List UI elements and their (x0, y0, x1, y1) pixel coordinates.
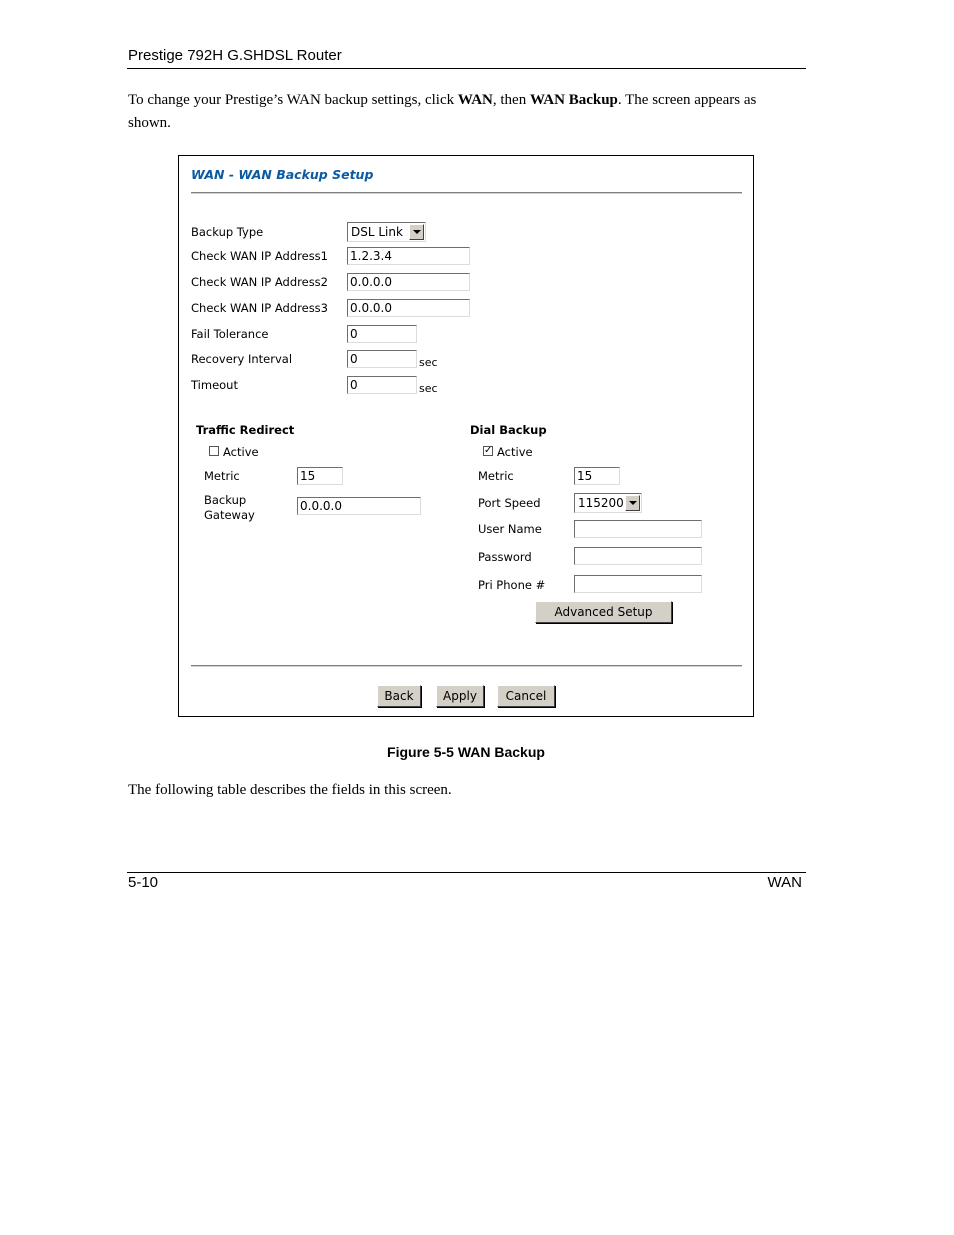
intro-text-2: , then (492, 92, 530, 108)
password-input[interactable] (574, 547, 702, 565)
port-speed-select[interactable] (574, 493, 642, 513)
check-ip1-label: Check WAN IP Address1 (191, 249, 328, 263)
timeout-label: Timeout (191, 378, 238, 392)
port-speed-value: 115200 (578, 496, 624, 510)
user-name-input[interactable] (574, 520, 702, 538)
user-name-label: User Name (478, 522, 542, 536)
dial-backup-metric-label: Metric (478, 469, 514, 483)
title-divider (191, 192, 742, 194)
traffic-redirect-metric-label: Metric (204, 469, 240, 483)
fail-tolerance-label: Fail Tolerance (191, 327, 269, 341)
wan-backup-setup-screen (178, 155, 754, 717)
back-button[interactable]: Back (377, 685, 421, 707)
backup-gateway-input[interactable]: 0.0.0.0 (297, 497, 421, 515)
page-number: 5-10 (128, 874, 159, 891)
check-icon: ✓ (484, 445, 493, 456)
following-table-text: The following table describes the fields in this screen. (128, 782, 452, 798)
footer-section: WAN (767, 874, 802, 891)
dial-backup-active-checkbox[interactable] (483, 446, 493, 456)
timeout-unit: sec (419, 382, 438, 395)
traffic-redirect-title: Traffic Redirect (196, 423, 295, 437)
dial-backup-active-label: Active (497, 445, 533, 459)
backup-type-value: DSL Link (351, 225, 403, 239)
recovery-interval-input[interactable]: 0 (347, 350, 417, 368)
cancel-button[interactable]: Cancel (497, 685, 555, 707)
pri-phone-input[interactable] (574, 575, 702, 593)
chevron-down-icon[interactable] (409, 224, 424, 240)
backup-type-select[interactable] (347, 222, 426, 242)
intro-bold-wan: WAN (457, 92, 493, 108)
fail-tolerance-input[interactable]: 0 (347, 325, 417, 343)
page-header-title: Prestige 792H G.SHDSL Router (128, 47, 342, 64)
backup-type-label: Backup Type (191, 225, 264, 239)
backup-gateway-label-line1: Backup (204, 493, 247, 507)
intro-bold-wan-backup: WAN Backup (529, 92, 618, 108)
check-ip2-label: Check WAN IP Address2 (191, 275, 328, 289)
footer-divider (191, 665, 742, 667)
intro-text-3: . The screen appears as shown. (128, 92, 757, 131)
intro-text-1: To change your Prestige’s WAN backup settings, click (128, 92, 458, 108)
figure-caption: Figure 5-5 WAN Backup (387, 744, 545, 760)
apply-button[interactable]: Apply (436, 685, 484, 707)
port-speed-label: Port Speed (478, 496, 541, 510)
recovery-interval-unit: sec (419, 356, 438, 369)
check-ip3-input[interactable]: 0.0.0.0 (347, 299, 470, 317)
dial-backup-title: Dial Backup (470, 423, 547, 437)
chevron-down-icon[interactable] (625, 495, 640, 511)
traffic-redirect-active-label: Active (223, 445, 259, 459)
header-rule (127, 68, 806, 69)
backup-gateway-label-line2: Gateway (204, 508, 255, 522)
traffic-redirect-metric-input[interactable]: 15 (297, 467, 343, 485)
pri-phone-label: Pri Phone # (478, 578, 546, 592)
screen-title: WAN - WAN Backup Setup (191, 167, 374, 182)
check-ip1-input[interactable]: 1.2.3.4 (347, 247, 470, 265)
dial-backup-metric-input[interactable]: 15 (574, 467, 620, 485)
footer-rule (127, 872, 806, 873)
recovery-interval-label: Recovery Interval (191, 352, 293, 366)
password-label: Password (478, 550, 532, 564)
check-ip2-input[interactable]: 0.0.0.0 (347, 273, 470, 291)
advanced-setup-button[interactable]: Advanced Setup (535, 601, 672, 623)
timeout-input[interactable]: 0 (347, 376, 417, 394)
traffic-redirect-active-checkbox[interactable] (209, 446, 219, 456)
intro-paragraph (128, 89, 800, 135)
check-ip3-label: Check WAN IP Address3 (191, 301, 328, 315)
